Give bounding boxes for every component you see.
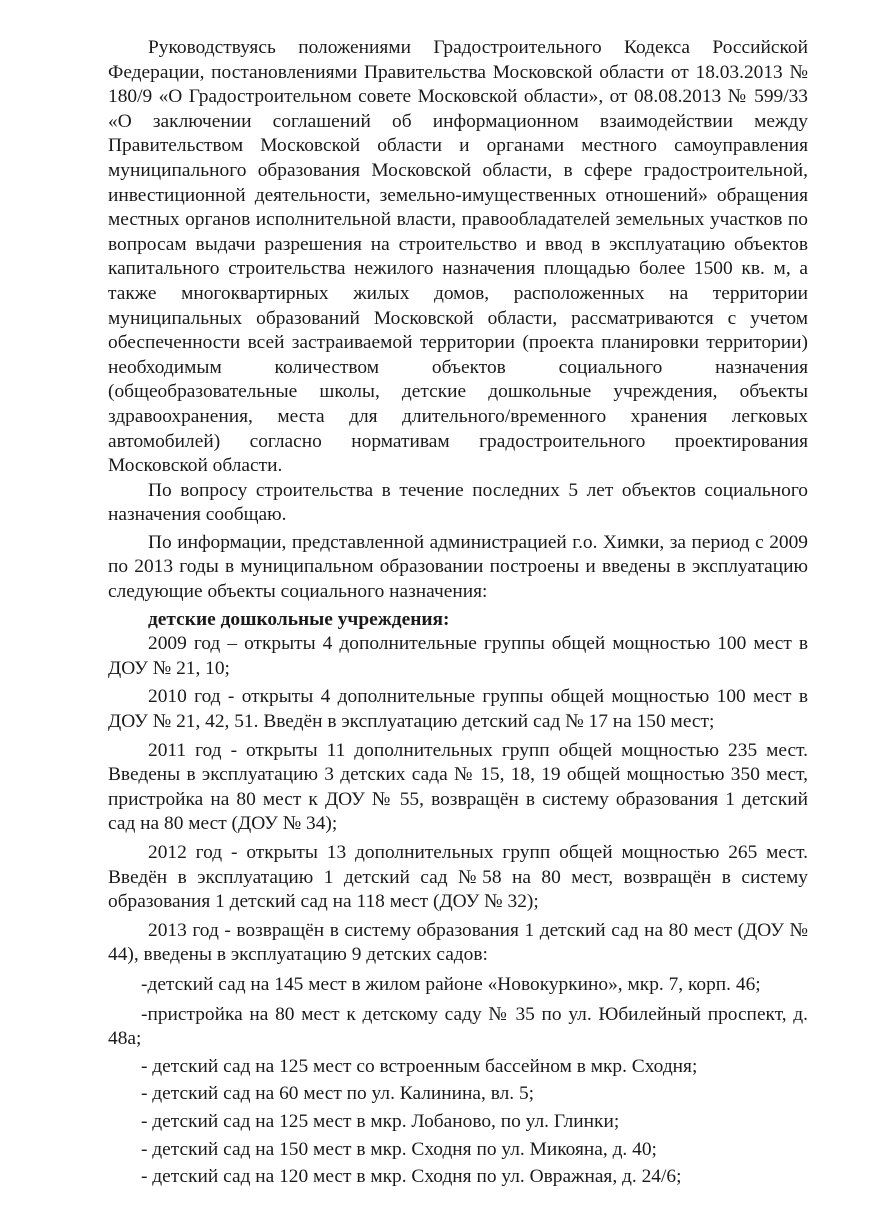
list-item: - детский сад на 120 мест в мкр. Сходня по ул. Овражная, д. 24/6; (141, 1166, 682, 1188)
year-2009: 2009 год – открыты 4 дополнительные группы общей мощностью 100 мест в ДОУ № 21, 10; (108, 633, 808, 679)
year-2012: 2012 год - открыты 13 дополнительных групп общей мощностью 265 мест. Введён в эксплуатацию 1 детский сад №58 на 80 мест, возвращён в систему образования 1 детский сад на 118 мест (ДОУ № 32); (108, 842, 808, 913)
year-2010: 2010 год - открыты 4 дополнительные группы общей мощностью 100 мест в ДОУ № 21, 42, 51. Введён в эксплуатацию детский сад № 17 на 150 мест; (108, 686, 808, 733)
paragraph-construction: По вопросу строительства в течение последних 5 лет объектов социального назначения сообщаю. (108, 479, 808, 526)
list-item: - детский сад на 125 мест со встроенным бассейном в мкр. Сходня; (141, 1055, 698, 1077)
list-item: - детский сад на 125 мест в мкр. Лобаново, по ул. Глинки; (141, 1110, 620, 1132)
paragraph-intro: Руководствуясь положениями Градостроительного Кодекса Российской Федерации, постановлениями Правительства Московской области от 18.03.2013 № 180/9 «О Градостроительном совете Московской области», от 08.08.2013 № 599/33 «О заключении соглашений об информационном взаимодействии между Правительством Московской области и органами местного самоуправления муниципального образования Московской области, в сфере градостроительной, инвестиционной деятельности, земельно-имущественных отношений» обращения местных органов исполнительной власти, правообладателей земельных участков по вопросам выдачи разрешения на строительство и ввод в эксплуатацию объектов капитального строительства нежилого назначения площадью более 1500 кв. м, а также многоквартирных жилых домов, расположенных на территории муниципальных образований Московской области, рассматриваются с учетом обеспеченности всей застраиваемой территории (проекта планировки территории) необходимым количеством объектов социального назначения (общеобразовательные школы, детские дошкольные учреждения, объекты здравоохранения, места для длительного/временного хранения легковых автомобилей) согласно нормативам градостроительного проектирования Московской области. (108, 37, 808, 477)
list-item: - детский сад на 150 мест в мкр. Сходня по ул. Микояна, д. 40; (141, 1138, 657, 1160)
year-2011: 2011 год - открыты 11 дополнительных групп общей мощностью 235 мест. Введены в эксплуатацию 3 детских сада № 15, 18, 19 общей мощностью 350 мест, пристройка на 80 мест к ДОУ № 55, возвращён в систему образования 1 детский сад на 80 мест (ДОУ № 34); (108, 739, 808, 835)
section-heading-preschool: детские дошкольные учреждения: (148, 608, 450, 630)
list-item: - детский сад на 60 мест по ул. Калинина, вл. 5; (141, 1083, 535, 1105)
year-2013: 2013 год - возвращён в систему образования 1 детский сад на 80 мест (ДОУ № 44), введены в эксплуатацию 9 детских садов: (108, 919, 808, 966)
list-item: -детский сад на 145 мест в жилом районе «Новокуркино», мкр. 7, корп. 46; (141, 973, 761, 995)
list-item: -пристройка на 80 мест к детскому саду № 35 по ул. Юбилейный проспект, д. 48а; (108, 1003, 808, 1050)
document-page (108, 36, 808, 1190)
paragraph-khimki-info: По информации, представленной администрацией г.о. Химки, за период с 2009 по 2013 годы в муниципальном образовании построены и введены в эксплуатацию следующие объекты социального назначения: (108, 531, 808, 603)
